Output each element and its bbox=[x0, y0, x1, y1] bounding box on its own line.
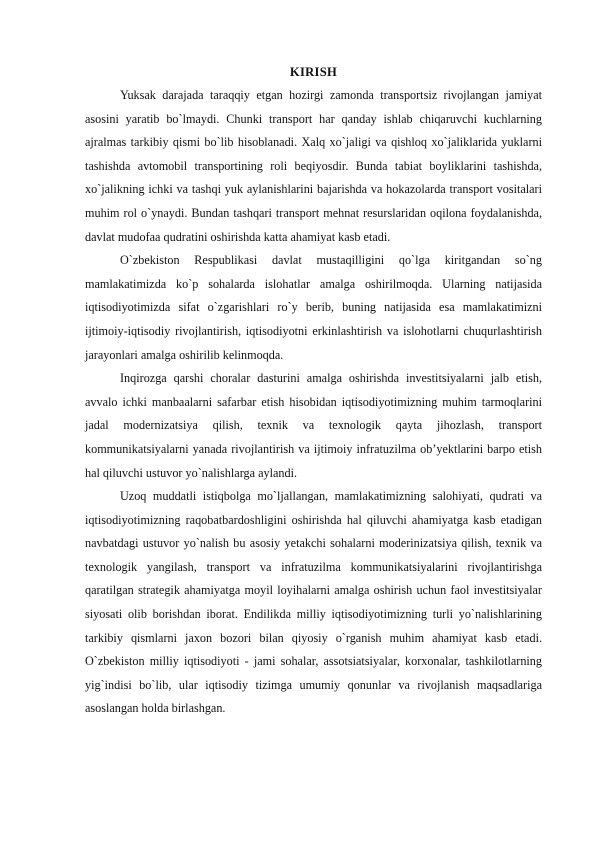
page-title: KIRISH bbox=[289, 65, 338, 79]
paragraph-1: Yuksak darajada taraqqiy etgan hozirgi zamonda transportsiz rivojlangan jamiyat asosini yaratib bo`lmaydi. Chunki transport har qanday ishlab chiqaruvchi kuchlarning ajralmas tarkibiy qismi bo`lib hisoblanadi. Xalq xo`jaligi va qishloq xo`jaliklarida yuklarni tashishda avtomobil transportining roli beqiyosdir. Bunda tabiat boyliklarini tashishda, xo`jalikning ichki va tashqi yuk aylanishlarini bajarishda va hokazolarda transport vositalari muhim rol o`ynaydi. Bundan tashqari transport mehnat resurslaridan oqilona foydalanishda, davlat mudofaa qudratini oshirishda katta ahamiyat kasb etadi. bbox=[85, 88, 542, 244]
paragraph-3: Inqirozga qarshi choralar dasturini amalga oshirishda investitsiyalarni jalb etish, avvalo ichki manbaalarni safarbar etish hisobidan iqtisodiyotimizning muhim tarmoqlarini jadal modernizatsiya qilish, texnik va texnologik qayta jihozlash, transport kommunikatsiyalarni yanada rivojlantirish va ijtimoiy infratuzilma ob’yektlarini barpo etish hal qiluvchi ustuvor yo`nalishlarga aylandi. bbox=[85, 371, 542, 480]
paragraph-4: Uzoq muddatli istiqbolga mo`ljallangan, mamlakatimizning salohiyati, qudrati va iqtisodiyotimizning raqobatbardoshligini oshirishda hal qiluvchi ahamiyatga kasb etadigan navbatdagi ustuvor yo`nalish bu asosiy yetakchi sohalarni moderinizatsiya qilish, texnik va texnologik yangilash, transport va infratuzilma kommunikatsiyalarini rivojlantirishga qaratilgan strategik ahamiyatga moyil loyihalarni amalga oshirish uchun faol investitsiyalar siyosati olib borishdan iborat. Endilikda milliy iqtisodiyotimizning turli yo`nalishlarining tarkibiy qismlarni jaxon bozori bilan qiyosiy o`rganish muhim ahamiyat kasb etadi. O`zbekiston milliy iqtisodiyoti - jami sohalar, assotsiatsiyalar, korxonalar, tashkilotlarning yig`indisi bo`lib, ular iqtisodiy tizimga umumiy qonunlar va rivojlanish maqsadlariga asoslangan holda birlashgan. bbox=[85, 489, 542, 716]
paragraph-2: O`zbekiston Respublikasi davlat mustaqilligini qo`lga kiritgandan so`ng mamlakatimizda ko`p sohalarda islohatlar amalga oshirilmoqda. Ularning natijasida iqtisodiyotimizda sifat o`zgarishlari ro`y berib, buning natijasida esa mamlakatimizni ijtimoiy-iqtisodiy rivojlantirish, iqtisodiyotni erkinlashtirish va islohotlarni chuqurlashtirish jarayonlari amalga oshirilib kelinmoqda. bbox=[85, 253, 542, 362]
